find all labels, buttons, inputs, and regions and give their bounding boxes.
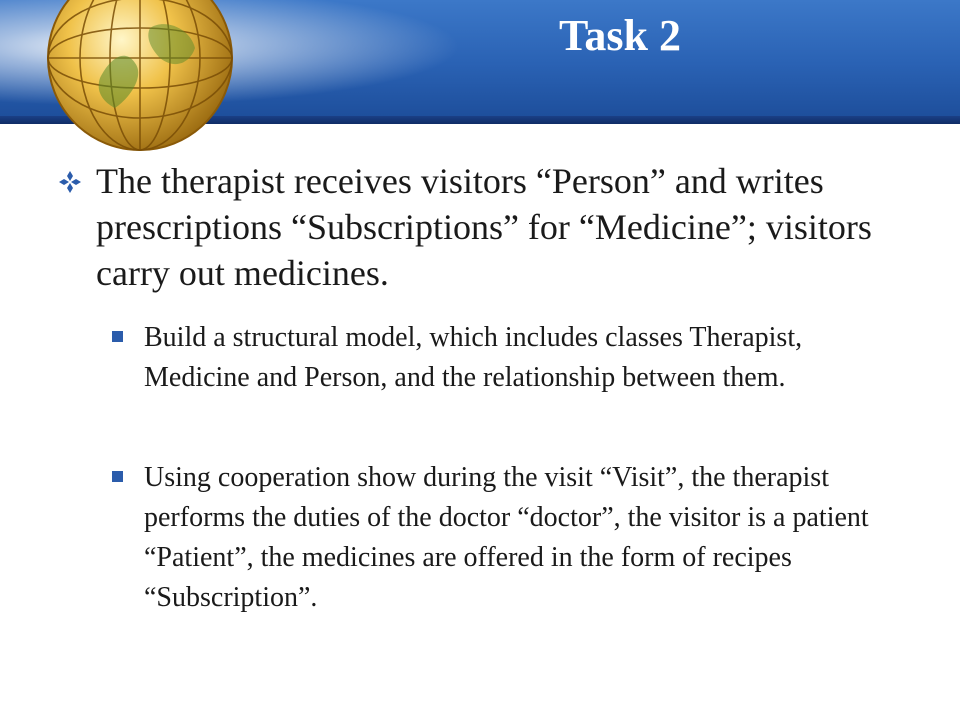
main-bullet: [58, 158, 938, 296]
main-bullet-text: The therapist receives visitors “Person” and writes prescriptions “Subscriptions” for “Medicine”; visitors carry out medicines.: [96, 161, 872, 293]
slide-title: Task 2: [559, 11, 681, 60]
sub-bullet-text: Using cooperation show during the visit “Visit”, the therapist performs the duties of the doctor “doctor”, the visitor is a patient “Patient”, the medicines are offered in the form of recipes “Subscription”.: [144, 462, 869, 613]
square-bullet-icon: [112, 331, 123, 342]
globe-icon: [40, 0, 240, 158]
sub-bullet-cooperation: [112, 458, 912, 618]
sub-bullet-structural-model: [112, 318, 912, 398]
sub-bullet-text: Build a structural model, which includes classes Therapist, Medicine and Person, and the relationship between them.: [144, 322, 803, 393]
square-bullet-icon: [112, 471, 123, 482]
diamond-bullet-icon: [58, 170, 82, 194]
